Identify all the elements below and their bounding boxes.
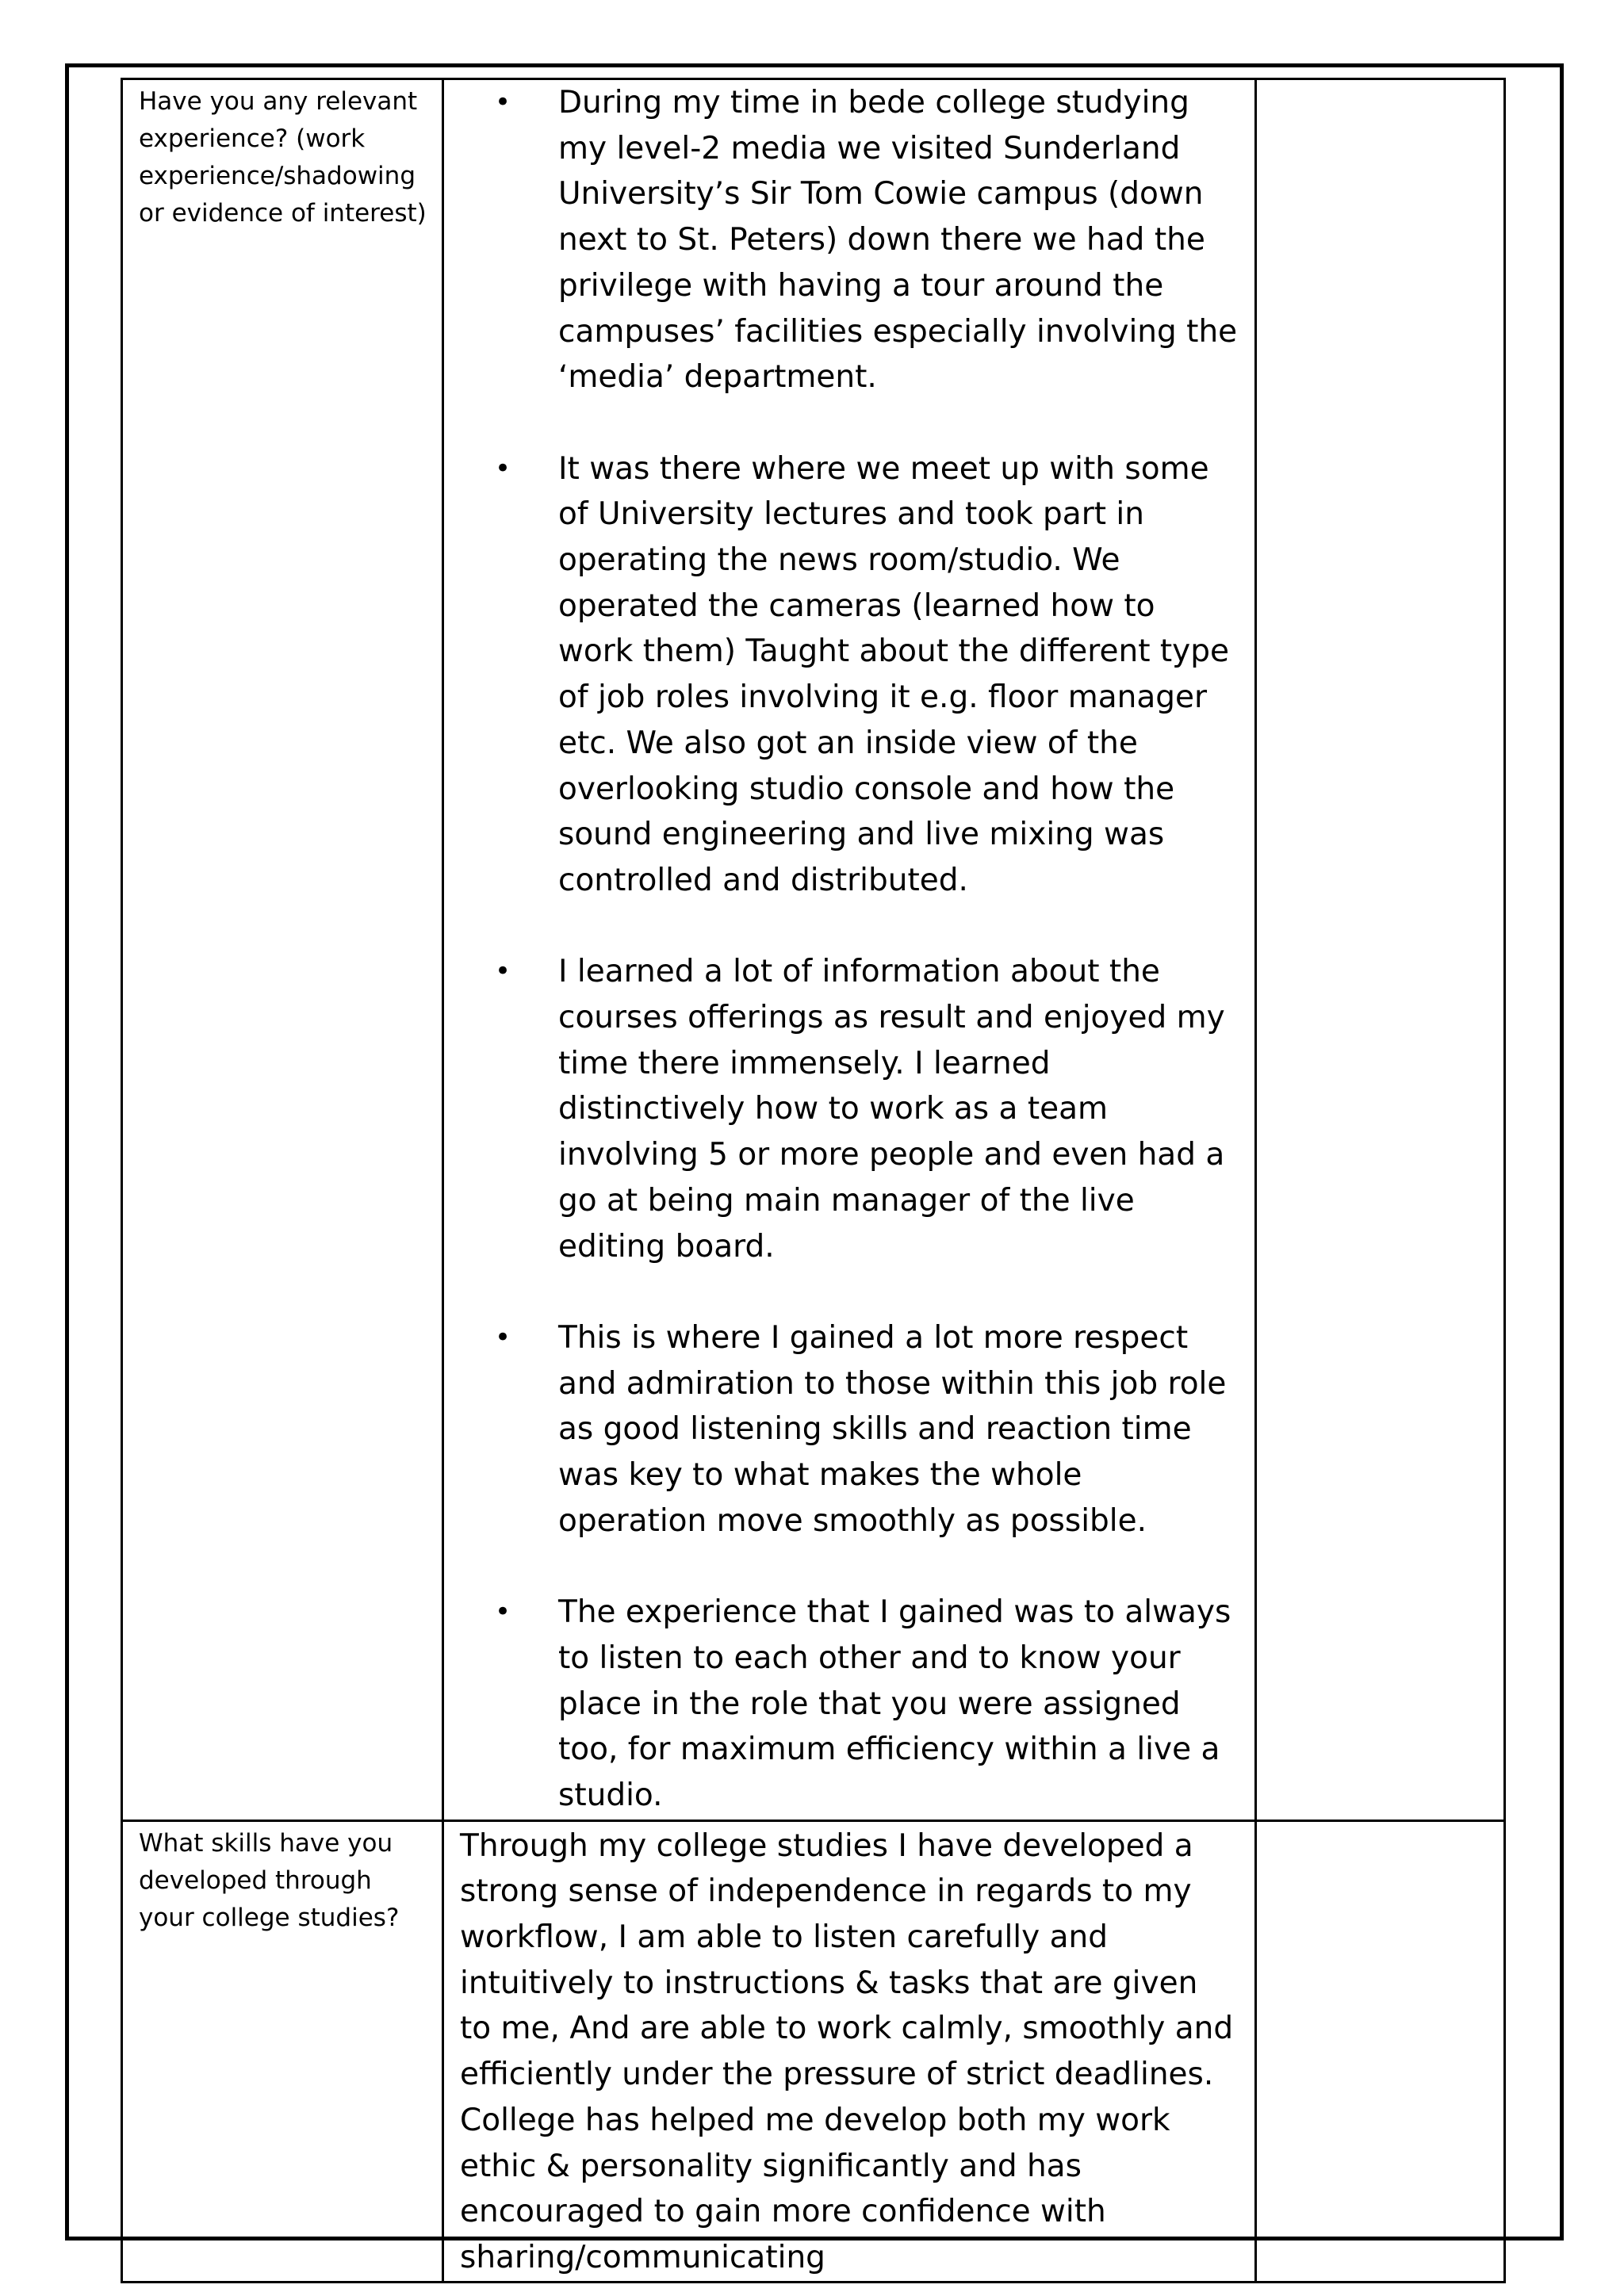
bullet-icon: • [495, 1321, 511, 1353]
answer-cell-experience [443, 79, 1256, 1821]
bullet-text: It was there where we meet up with some of University lectures and took part in operating the news room/studio. We operated the cameras (learned how to work them) Taught about the different type of job roles involving it e.g. floor manager etc. We also got an inside view of the overlooking studio console and how the sound engineering and live mixing was controlled and distributed. [558, 450, 1230, 898]
bullet-icon: • [495, 452, 511, 484]
bullet-text: This is where I gained a lot more respect and admiration to those within this job role as good listening skills and reaction time was key to what makes the whole operation move smoothly as possible. [558, 1319, 1227, 1539]
bullet-text: I learned a lot of information about the courses offerings as result and enjoyed my time there immensely. I learned distinctively how to work as a team involving 5 or more people and even had a go at being main manager of the live editing board. [558, 954, 1225, 1265]
table-row-skills [122, 1820, 1505, 2282]
bullet-text: The experience that I gained was to always to listen to each other and to know your place in the role that you were assigned too, for maximum efficiency within a live a studio. [558, 1594, 1231, 1813]
bullet-text: During my time in bede college studying my level-2 media we visited Sunderland University’s Sir Tom Cowie campus (down next to St. Peters) down there we had the privilege with having a tour around the campuses’ facilities especially involving the ‘media’ department. [558, 85, 1238, 396]
list-item [495, 1590, 1254, 1819]
list-item [495, 949, 1254, 1269]
list-item [495, 446, 1254, 904]
experience-bullet-list [445, 80, 1254, 1819]
bullet-icon: • [495, 1596, 511, 1628]
comment-cell-experience [1256, 79, 1505, 1821]
question-cell-experience: Have you any relevant experience? (work experience/shadowing or evidence of interest) [122, 79, 443, 1821]
list-item [495, 80, 1254, 400]
table-row-experience [122, 79, 1505, 1821]
list-item [495, 1315, 1254, 1544]
answer-cell-skills: Through my college studies I have developed a strong sense of independence in regards to my workflow, I am able to listen carefully and intuitively to instructions & tasks that are given to me, And are able to work calmly, smoothly and efficiently under the pressure of strict deadlines. College has helped me develop both my work ethic & personality significantly and has encouraged to gain more confidence with sharing/communicating [443, 1820, 1256, 2282]
comment-cell-skills [1256, 1820, 1505, 2282]
bullet-icon: • [495, 955, 511, 988]
question-cell-skills: What skills have you developed through your college studies? [122, 1820, 443, 2282]
bullet-icon: • [495, 86, 511, 118]
application-form-table [121, 78, 1506, 2283]
